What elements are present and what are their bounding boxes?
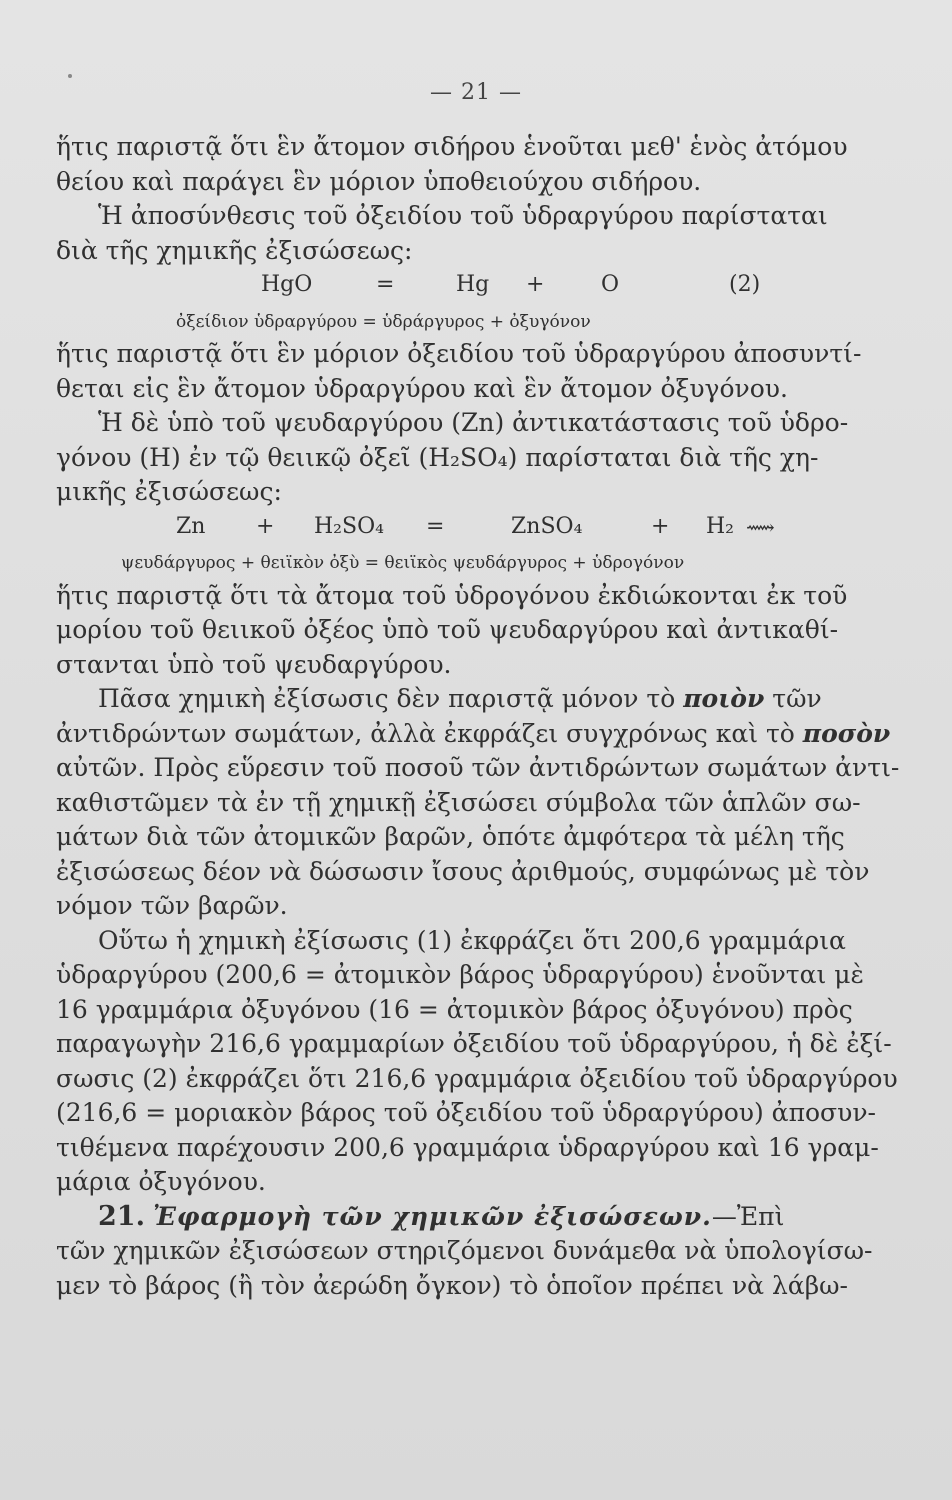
- text-line: παραγωγὴν 216,6 γραμμαρίων ὀξειδίου τοῦ ὑδραργύρου, ἡ δὲ ἐξί-: [56, 1029, 892, 1058]
- emphasis-quality: ποιὸν: [683, 684, 765, 713]
- text-run: τῶν: [764, 684, 822, 713]
- eq-sign: +: [651, 513, 670, 539]
- page-body: [56, 130, 900, 1303]
- text-line: θείου καὶ παράγει ἓν μόριον ὑποθειούχου σιδήρου.: [56, 166, 702, 196]
- eq-sign: =: [376, 272, 395, 297]
- eq-term: H₂SO₄: [314, 513, 384, 539]
- section-number: 21.: [98, 1200, 145, 1232]
- text-line: (216,6 = μοριακὸν βάρος τοῦ ὀξειδίου τοῦ ὑδραργύρου) ἀποσυν-: [56, 1098, 876, 1127]
- text-line: ἥτις παριστᾷ ὅτι ἓν ἄτομον σιδήρου ἑνοῦται μεθ' ἑνὸς ἀτόμου: [56, 132, 848, 161]
- text-line: ἥτις παριστᾷ ὅτι τὰ ἄτομα τοῦ ὑδρογόνου ἐκδιώκονται ἐκ τοῦ: [56, 580, 848, 610]
- page-number: — 21 —: [430, 80, 522, 105]
- text-line: γόνου (H) ἐν τῷ θειικῷ ὀξεῖ (H₂SO₄) παρίσταται διὰ τῆς χη-: [56, 442, 819, 472]
- text-line: μάρια ὀξυγόνου.: [56, 1167, 266, 1196]
- eq-term: O: [601, 272, 620, 297]
- text-line: νόμον τῶν βαρῶν.: [56, 891, 288, 920]
- text-line: μάτων διὰ τῶν ἀτομικῶν βαρῶν, ὁπότε ἀμφότερα τὰ μέλη τῆς: [56, 822, 845, 851]
- eq-term: Hg: [456, 272, 490, 297]
- section-title: Ἐφαρμογὴ τῶν χημικῶν ἐξισώσεων.: [152, 1201, 712, 1231]
- eq-sign: =: [426, 513, 445, 539]
- text-line: 16 γραμμάρια ὀξυγόνου (16 = ἀτομικὸν βάρος ὀξυγόνου) πρὸς: [56, 994, 853, 1024]
- dust-speck: [68, 74, 72, 78]
- eq-words: ὀξείδιον ὑδραργύρου = ὑδράργυρος + ὀξυγόνον: [176, 311, 591, 332]
- eq-sign: +: [256, 513, 275, 539]
- equation-3: [56, 510, 816, 545]
- text-line: στανται ὑπὸ τοῦ ψευδαργύρου.: [56, 649, 452, 679]
- section-heading: [56, 1200, 816, 1235]
- text-line: τιθέμενα παρέχουσιν 200,6 γραμμάρια ὑδραργύρου καὶ 16 γραμ-: [56, 1132, 879, 1162]
- text-line: ἐξισώσεως δέον νὰ δώσωσιν ἴσους ἀριθμούς, συμφώνως μὲ τὸν: [56, 856, 870, 886]
- text-line: Ἡ δὲ ὑπὸ τοῦ ψευδαργύρου (Zn) ἀντικατάστασις τοῦ ὑδρο-: [98, 408, 849, 437]
- eq-words: ψευδάργυρος + θειϊκὸν ὀξὺ = θειϊκὸς ψευδάργυρος + ὑδρογόνον: [121, 553, 685, 573]
- text-line: μικῆς ἐξισώσεως:: [56, 477, 282, 506]
- eq-term: Zn: [176, 513, 206, 539]
- text-line: ἥτις παριστᾷ ὅτι ἓν μόριον ὀξειδίου τοῦ ὑδραργύρου ἀποσυντί-: [56, 339, 862, 368]
- eq-sign: +: [526, 272, 545, 297]
- equation-number: (2): [729, 272, 761, 297]
- text-line: θεται εἰς ἓν ἄτομον ὑδραργύρου καὶ ἓν ἄτομον ὀξυγόνου.: [56, 373, 788, 403]
- text-line: Ἡ ἀποσύνθεσις τοῦ ὀξειδίου τοῦ ὑδραργύρου παρίσταται: [98, 201, 828, 230]
- equation-2-words: [56, 303, 816, 338]
- emphasis-quantity: ποσὸν: [802, 718, 891, 748]
- eq-term: H₂: [706, 513, 735, 539]
- text-line: μορίου τοῦ θειικοῦ ὀξέος ὑπὸ τοῦ ψευδαργύρου καὶ ἀντικαθί-: [56, 615, 839, 644]
- equation-2: [56, 268, 816, 303]
- eq-term: HgO: [261, 272, 313, 297]
- text-line: διὰ τῆς χημικῆς ἐξισώσεως:: [56, 235, 413, 265]
- text-line: ὑδραργύρου (200,6 = ἀτομικὸν βάρος ὑδραργύρου) ἑνοῦνται μὲ: [56, 960, 864, 989]
- text-run: ἀντιδρώντων σωμάτων, ἀλλὰ ἐκφράζει συγχρόνως καὶ τὸ: [56, 718, 803, 748]
- text-line: σωσις (2) ἐκφράζει ὅτι 216,6 γραμμάρια ὀξειδίου τοῦ ὑδραργύρου: [56, 1063, 898, 1093]
- text-line: καθιστῶμεν τὰ ἐν τῇ χημικῇ ἐξισώσει σύμβολα τῶν ἁπλῶν σω-: [56, 787, 861, 817]
- text-line: Οὕτω ἡ χημικὴ ἐξίσωσις (1) ἐκφράζει ὅτι 200,6 γραμμάρια: [98, 925, 846, 955]
- text-line: μεν τὸ βάρος (ἢ τὸν ἀερώδη ὄγκον) τὸ ὁποῖον πρέπει νὰ λάβω-: [56, 1270, 848, 1300]
- equation-3-words: [56, 544, 816, 579]
- text-run: Πᾶσα χημικὴ ἐξίσωσις δὲν παριστᾷ μόνον τὸ: [98, 684, 684, 713]
- text-line: [56, 717, 891, 752]
- arrow-right-icon: ⟿: [746, 514, 775, 539]
- text-run: —Ἐπὶ: [711, 1201, 785, 1231]
- text-line: τῶν χημικῶν ἐξισώσεων στηριζόμενοι δυνάμεθα νὰ ὑπολογίσω-: [56, 1236, 873, 1265]
- text-line: [56, 682, 822, 717]
- text-line: αὐτῶν. Πρὸς εὕρεσιν τοῦ ποσοῦ τῶν ἀντιδρώντων σωμάτων ἀντι-: [56, 753, 900, 782]
- eq-term: ZnSO₄: [511, 513, 583, 539]
